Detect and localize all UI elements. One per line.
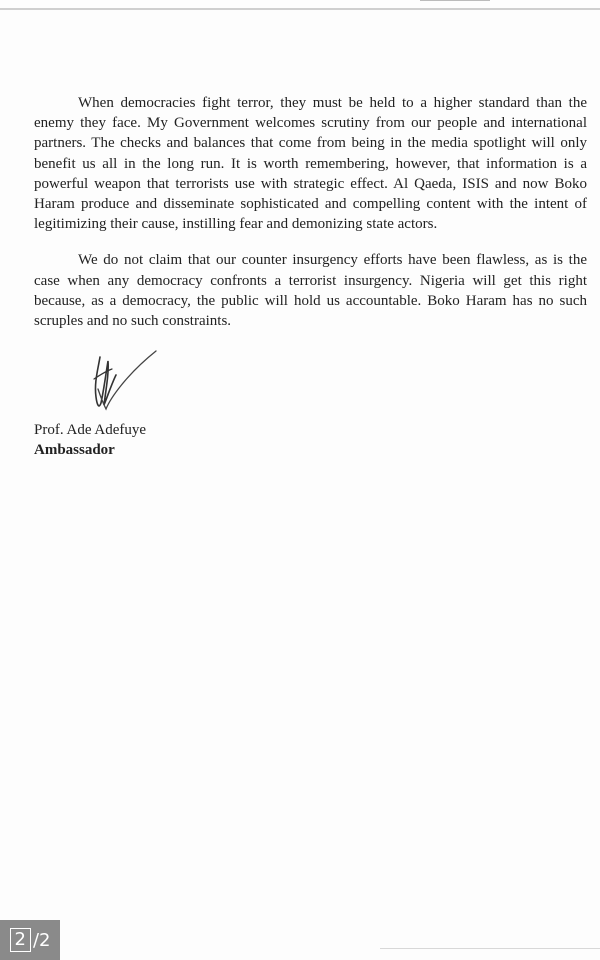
signer-title: Ambassador (34, 442, 115, 459)
letter-body (34, 93, 587, 460)
paragraph-1: When democracies fight terror, they must be held to a higher standard than the enemy they face. My Government welcomes scrutiny from our people and international partners. The checks and balances that come from being in the media spotlight will only benefit us all in the long run. It is worth remembering, however, that information is a powerful weapon that terrorists use with strategic effect. Al Qaeda, ISIS and now Boko Haram produce and disseminate sophisticated and compelling content with the intent of legitimizing their cause, instilling fear and demonizing state actors. (34, 95, 587, 233)
current-page-number[interactable]: 2 (10, 928, 31, 952)
page-bottom-line (380, 948, 600, 949)
signature-area (34, 347, 587, 421)
top-edge-line (420, 0, 490, 1)
total-pages: /2 (32, 929, 51, 951)
paragraph-2: We do not claim that our counter insurgency efforts have been flawless, as is the case when any democracy confronts a terrorist insurgency. Nigeria will get this right because, as a democracy, the public will hold us accountable. Boko Haram has no such scruples and no such constraints. (34, 252, 587, 330)
signer-name: Prof. Ade Adefuye (34, 422, 147, 439)
page-indicator[interactable] (0, 920, 60, 960)
handwritten-signature (86, 349, 166, 421)
page-top-border (0, 8, 600, 10)
